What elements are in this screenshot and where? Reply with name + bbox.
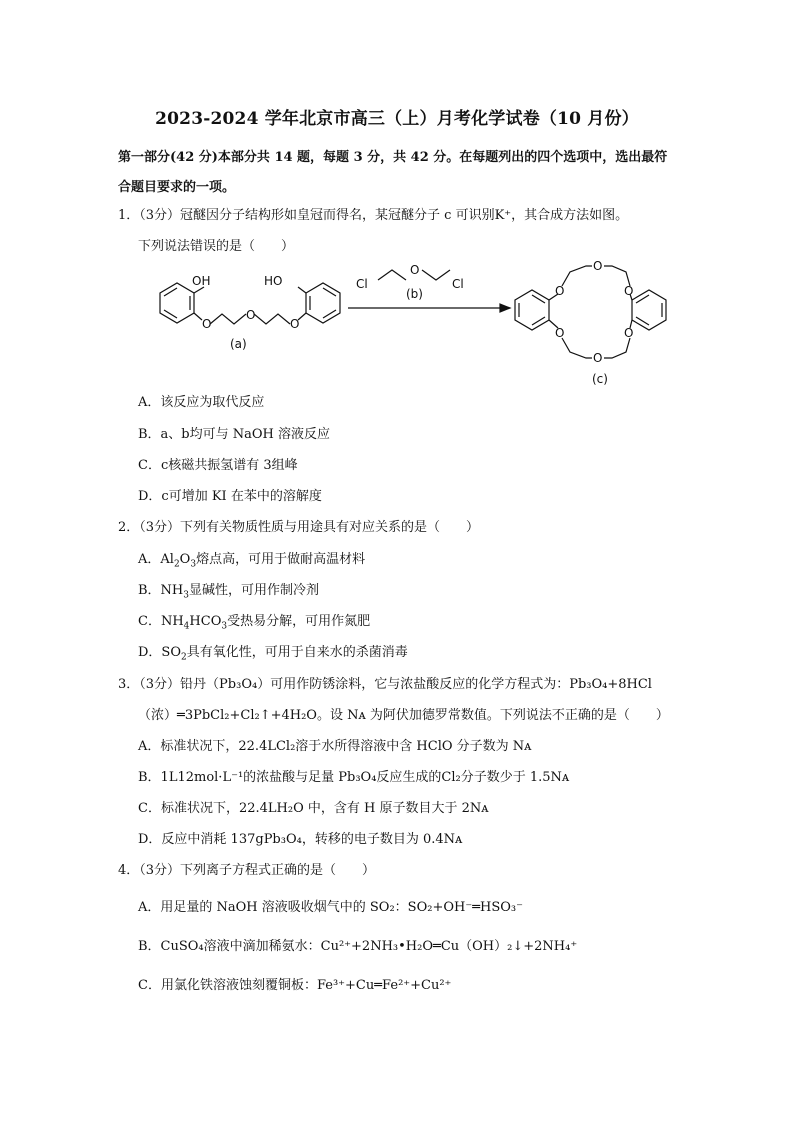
ether-o-label-2: O [246, 308, 256, 322]
crown-ether-synthesis-diagram [130, 238, 690, 398]
question-3-option-b: B．1L12mol·L⁻¹的浓盐酸与足量 Pb₃O₄反应生成的Cl₂分子数少于 1.5Nᴀ [138, 770, 570, 785]
question-3-stem-cont: （浓）═3PbCl₂+Cl₂↑+4H₂O。设 Nᴀ 为阿伏加德罗常数值。下列说法不正确的是（ ） [138, 708, 669, 723]
compound-c-label: (c) [592, 372, 608, 386]
question-2-option-b: B．$NH_3$显碱性，可用作制冷剂 [138, 583, 320, 601]
benzene-ring-c-right [632, 290, 666, 330]
question-1-option-b: B．a、b均可与 NaOH 溶液反应 [138, 427, 331, 442]
crown-o-label-4: O [555, 326, 565, 340]
compound-a-label: (a) [230, 337, 247, 351]
chlorine-label-left: Cl [356, 277, 368, 291]
hydroxyl-label-right: HO [264, 274, 283, 288]
ether-o-label-3: O [290, 317, 300, 331]
page-title: 2023-2024 学年北京市高三（上）月考化学试卷（10 月份） [155, 109, 639, 129]
section-line-2: 合题目要求的一项。 [118, 180, 236, 195]
benzene-ring-a-right [306, 283, 340, 323]
crown-o-label-3: O [624, 284, 634, 298]
crown-o-label-2: O [593, 259, 603, 273]
hydroxyl-label-left: OH [192, 274, 211, 288]
question-1-stem: 1．（3分）冠醚因分子结构形如皇冠而得名，某冠醚分子 c 可识别K⁺，其合成方法如图。 [118, 208, 629, 223]
question-4-option-a: A．用足量的 NaOH 溶液吸收烟气中的 SO₂：SO₂+OH⁻═HSO₃⁻ [138, 900, 524, 915]
reagent-b-label: (b) [406, 287, 423, 301]
reagent-o-label: O [410, 263, 420, 277]
question-2-option-d: D．$SO_2$具有氧化性，可用于自来水的杀菌消毒 [138, 645, 408, 663]
question-3-option-a: A．标准状况下，22.4LCl₂溶于水所得溶液中含 HClO 分子数为 Nᴀ [138, 739, 532, 754]
question-2-stem: 2．（3分）下列有关物质性质与用途具有对应关系的是（ ） [118, 520, 480, 535]
question-3-option-d: D．反应中消耗 137gPb₃O₄，转移的电子数目为 0.4Nᴀ [138, 832, 463, 847]
crown-o-label-1: O [555, 284, 565, 298]
question-1-option-d: D．c可增加 KI 在苯中的溶解度 [138, 489, 322, 504]
question-1-option-a: A．该反应为取代反应 [138, 395, 265, 410]
question-4-stem: 4．（3分）下列离子方程式正确的是（ ） [118, 863, 376, 878]
section-instructions [118, 143, 688, 203]
question-3-option-c: C．标准状况下，22.4LH₂O 中，含有 H 原子数目大于 2Nᴀ [138, 801, 489, 816]
crown-o-label-5: O [593, 351, 603, 365]
chlorine-label-right: Cl [452, 277, 464, 291]
question-1-stem-cont: 下列说法错误的是（ ） [138, 239, 295, 254]
question-2-option-a: A．$Al_2O_3$熔点高，可用于做耐高温材料 [138, 552, 366, 570]
question-1-option-c: C．c核磁共振氢谱有 3组峰 [138, 458, 298, 473]
question-4-option-b: B．CuSO₄溶液中滴加稀氨水：Cu²⁺+2NH₃•H₂O═Cu（OH）₂↓+2NH₄⁺ [138, 939, 578, 954]
question-4-option-c: C．用氯化铁溶液蚀刻覆铜板：Fe³⁺+Cu═Fe²⁺+Cu²⁺ [138, 978, 452, 993]
benzene-ring-a-left [160, 283, 194, 323]
question-3-stem: 3．（3分）铅丹（Pb₃O₄）可用作防锈涂料，它与浓盐酸反应的化学方程式为：Pb₃O₄+8HCl [118, 677, 652, 692]
crown-o-label-6: O [624, 326, 634, 340]
section-line-1: 第一部分(42 分)本部分共 14 题，每题 3 分，共 42 分。在每题列出的四个选项中，选出最符 [118, 150, 668, 165]
ether-o-label-1: O [202, 317, 212, 331]
benzene-ring-c-left [515, 290, 549, 330]
question-2-option-c: C．$NH_4HCO_3$受热易分解，可用作氮肥 [138, 614, 371, 632]
